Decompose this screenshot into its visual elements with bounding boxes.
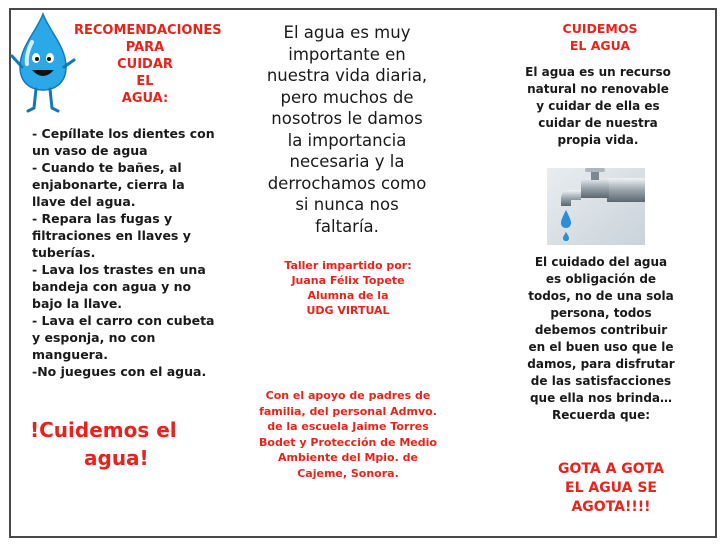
support-credits: Con el apoyo de padres de familia, del personal Admvo. de la escuela Jaime Torres Bodet y Protección de Medio Ambiente del Mpio. de Cajeme, Sonora.	[259, 389, 437, 480]
title-line: CUIDEMOS	[562, 21, 638, 36]
closing-line: GOTA A GOTA	[558, 461, 664, 477]
tips-list	[32, 125, 217, 380]
credit-line: Taller impartido por:	[284, 259, 412, 272]
credit-line: UDG VIRTUAL	[306, 304, 390, 317]
main-paragraph: El agua es muy importante en nuestra vida diaria, pero muchos de nosotros le damos la importancia necesaria y la derrochamos como si nunca nos faltaría.	[266, 23, 428, 236]
closing-line: EL AGUA SE	[565, 480, 657, 496]
title-line: PARA	[125, 40, 165, 55]
list-item: - Cuando te bañes, al enjabonarte, cierra la llave del agua.	[32, 160, 185, 209]
title-line: CUIDAR	[117, 57, 173, 72]
slogan	[30, 416, 200, 472]
title-line: RECOMENDACIONES	[74, 23, 222, 38]
closing-slogan	[536, 460, 686, 517]
list-item: - Repara las fugas y filtraciones en llaves y tuberías.	[32, 211, 191, 260]
closing-line: AGOTA!!!!	[571, 499, 651, 515]
body-paragraph: El cuidado del agua es obligación de todos, no de una sola persona, todos debemos contribuir en el buen uso que le damos, para disfrutar de las satisfacciones que ella nos brinda… Recuerda que:	[527, 255, 675, 422]
intro-paragraph: El agua es un recurso natural no renovable y cuidar de ella es cuidar de nuestra propia vida.	[525, 65, 671, 147]
credit-line: Juana Félix Topete	[291, 274, 405, 287]
title-line: EL AGUA	[569, 38, 631, 53]
list-item: - Lava los trastes en una bandeja con agua y no bajo la llave.	[32, 262, 206, 311]
list-item: - Lava el carro con cubeta y esponja, no con manguera.	[32, 313, 215, 362]
recommendations-title	[74, 22, 222, 107]
water-drop-mascot-icon	[10, 12, 76, 117]
faucet-drip-icon	[547, 168, 645, 245]
title-line: EL	[136, 74, 154, 89]
list-item: -No juegues con el agua.	[32, 364, 207, 379]
slogan-line: !Cuidemos el	[30, 418, 177, 442]
credit-line: Alumna de la	[307, 289, 389, 302]
workshop-credits	[268, 258, 428, 318]
right-title	[540, 20, 660, 54]
title-line: AGUA:	[121, 91, 169, 106]
slogan-line: agua!	[84, 446, 149, 470]
list-item: - Cepíllate los dientes con un vaso de agua	[32, 126, 215, 158]
